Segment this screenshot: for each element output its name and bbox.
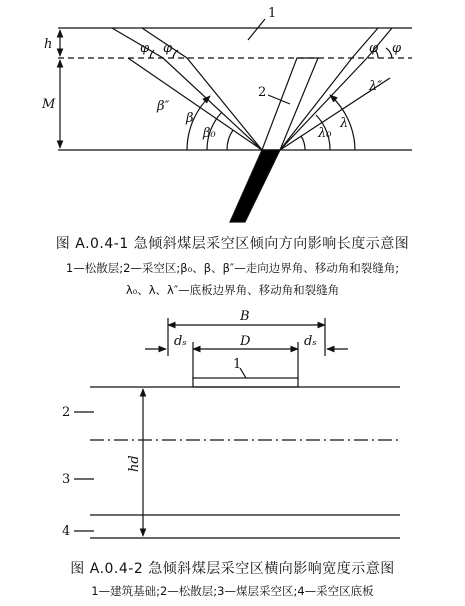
arc-lambda0 <box>301 136 305 150</box>
label-phi-left-2: φ <box>163 41 173 56</box>
ray-left-crack <box>142 28 262 150</box>
label-loose-layer-num: 1 <box>268 6 277 21</box>
label-beta-dd: β″ <box>157 99 170 114</box>
label-goaf-num-fig2: 3 <box>62 472 71 487</box>
building-foundation <box>193 378 298 387</box>
label-ds-left: dₛ <box>174 334 187 349</box>
label-loose-num: 2 <box>62 405 71 420</box>
leader-2 <box>268 95 290 104</box>
figure-2 <box>74 318 400 538</box>
figure-1-note-line-2: λ₀、λ、λ″—底板边界角、移动角和裂缝角 <box>125 283 340 297</box>
label-m: M <box>42 97 56 112</box>
label-hd: hd <box>127 455 142 472</box>
label-phi-right-2: φ <box>392 41 402 56</box>
label-lambda: λ <box>340 116 349 131</box>
label-d: D <box>240 334 251 349</box>
ray-left-boundary <box>128 58 262 150</box>
label-lambda0: λ₀ <box>318 126 332 141</box>
figure-1 <box>58 19 412 222</box>
label-phi-left-1: φ <box>140 41 150 56</box>
arc-beta0 <box>227 130 233 150</box>
label-goaf-num: 2 <box>258 85 267 100</box>
figure-2-caption: 图 A.0.4-2 急倾斜煤层采空区横向影响宽度示意图 <box>70 561 395 577</box>
leader-1 <box>248 19 265 40</box>
figure-2-note-line-1: 1—建筑基础;2—松散层;3—煤层采空区;4—采空区底板 <box>91 584 374 598</box>
figure-1-caption: 图 A.0.4-1 急倾斜煤层采空区倾向方向影响长度示意图 <box>55 236 410 252</box>
label-b: B <box>240 309 250 324</box>
label-beta0: β₀ <box>203 126 216 141</box>
label-foundation-num: 1 <box>233 357 242 372</box>
coal-seam-black <box>230 150 280 222</box>
arc-phi-left-2 <box>173 50 178 58</box>
ray-left-move <box>112 28 262 150</box>
label-phi-right-1: φ <box>369 41 379 56</box>
label-floor-num: 4 <box>62 524 71 539</box>
label-h: h <box>44 37 53 52</box>
label-lambda-dd: λ″ <box>369 79 383 94</box>
label-beta: β <box>186 111 194 126</box>
figure-1-note-line-1: 1—松散层;2—采空区;β₀、β、β″—走向边界角、移动角和裂缝角; <box>65 261 400 275</box>
label-ds-right: dₛ <box>304 334 317 349</box>
